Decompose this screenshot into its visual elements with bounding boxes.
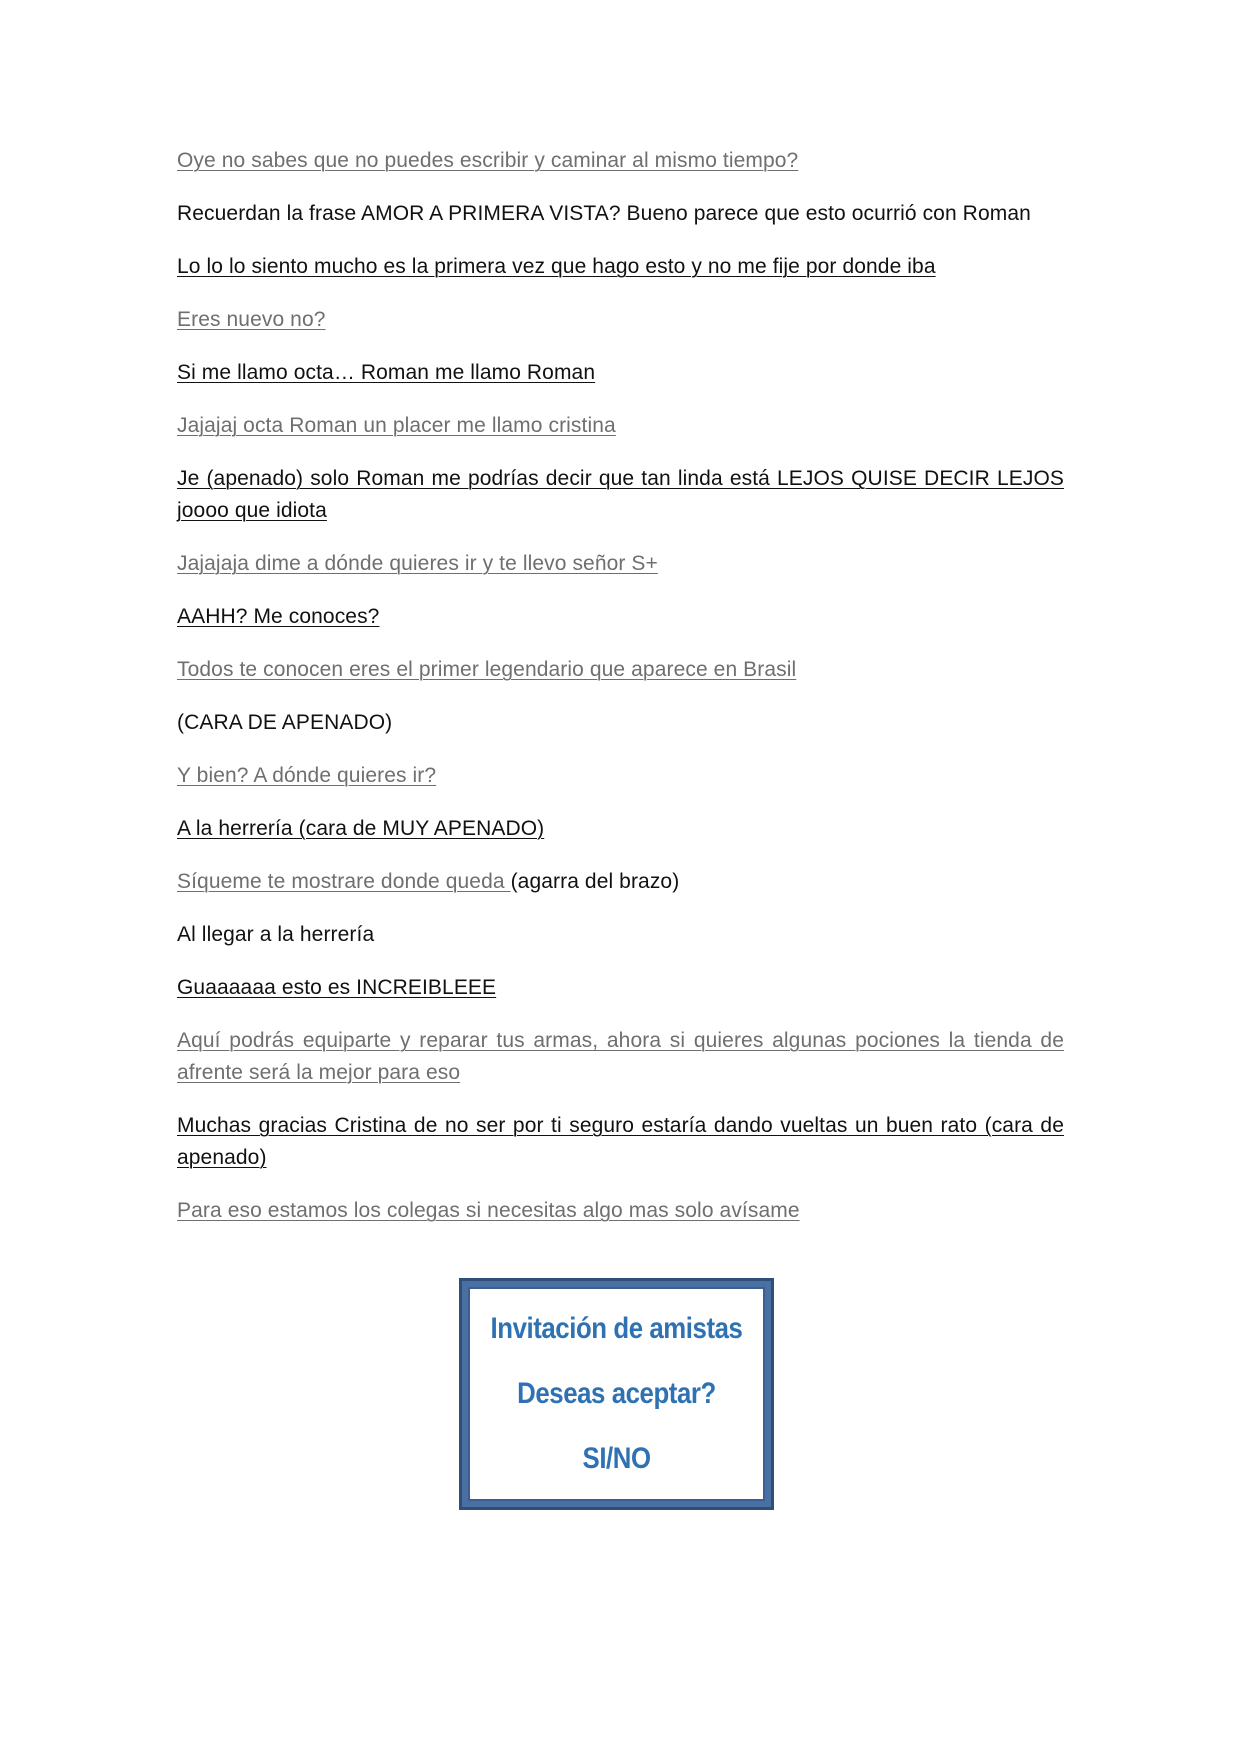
dialogue-line-13 (177, 813, 1064, 845)
line-text: A la herrería (cara de MUY APENADO) (177, 817, 545, 840)
line-text: Recuerdan la frase AMOR A PRIMERA VISTA? Bueno parece que esto ocurrió con Roman (177, 202, 1031, 225)
narration-line-15 (177, 919, 1064, 951)
dialogue-line-14 (177, 866, 1064, 898)
line-text: Y bien? A dónde quieres ir? (177, 764, 437, 787)
line-text: Jajajaj octa Roman un placer me llamo cristina (177, 414, 616, 437)
narration-line-11 (177, 707, 1064, 739)
dialogue-line-4 (177, 304, 1064, 336)
friend-invite-panel (468, 1287, 765, 1501)
line-text: Eres nuevo no? (177, 308, 326, 331)
dialogue-line-16 (177, 972, 1064, 1004)
dialogue-line-19 (177, 1195, 1064, 1227)
line-text: Síqueme te mostrare donde queda (177, 870, 511, 893)
line-text: Lo lo lo siento mucho es la primera vez que hago esto y no me fije por donde iba (177, 255, 936, 278)
line-text: AAHH? Me conoces? (177, 605, 380, 628)
dialogue-line-6 (177, 410, 1064, 442)
stage-direction: (agarra del brazo) (510, 870, 680, 893)
invite-title: Invitación de amistas (490, 1312, 743, 1346)
friend-invite-box (459, 1278, 774, 1510)
dialogue-line-9 (177, 601, 1064, 633)
narration-line-2 (177, 198, 1064, 230)
line-text: Je (apenado) solo Roman me podrías decir que tan linda está LEJOS QUISE DECIR LEJOS joooo que idiota (177, 467, 1064, 522)
story-text (177, 145, 1064, 1248)
line-text: (CARA DE APENADO) (177, 711, 393, 734)
line-text: Aquí podrás equiparte y reparar tus armas, ahora si quieres algunas pociones la tienda de afrente será la mejor para eso (177, 1029, 1064, 1084)
invite-question: Deseas aceptar? (517, 1376, 716, 1410)
dialogue-line-7 (177, 463, 1064, 527)
line-text: Todos te conocen eres el primer legendario que aparece en Brasil (177, 658, 797, 681)
dialogue-line-5 (177, 357, 1064, 389)
line-text: Oye no sabes que no puedes escribir y caminar al mismo tiempo? (177, 149, 799, 172)
dialogue-line-8 (177, 548, 1064, 580)
dialogue-line-10 (177, 654, 1064, 686)
dialogue-line-12 (177, 760, 1064, 792)
dialogue-line-3 (177, 251, 1064, 283)
line-text: Si me llamo octa… Roman me llamo Roman (177, 361, 596, 384)
line-text: Al llegar a la herrería (177, 923, 375, 946)
dialogue-line-1 (177, 145, 1064, 177)
line-text: Guaaaaaa esto es INCREIBLEEE (177, 976, 497, 999)
invite-options: SI/NO (582, 1441, 651, 1475)
line-text: Muchas gracias Cristina de no ser por ti seguro estaría dando vueltas un buen rato (cara de apenado) (177, 1114, 1064, 1169)
line-text: Jajajaja dime a dónde quieres ir y te llevo señor S+ (177, 552, 658, 575)
dialogue-line-18 (177, 1110, 1064, 1174)
dialogue-line-17 (177, 1025, 1064, 1089)
line-text: Para eso estamos los colegas si necesitas algo mas solo avísame (177, 1199, 800, 1222)
